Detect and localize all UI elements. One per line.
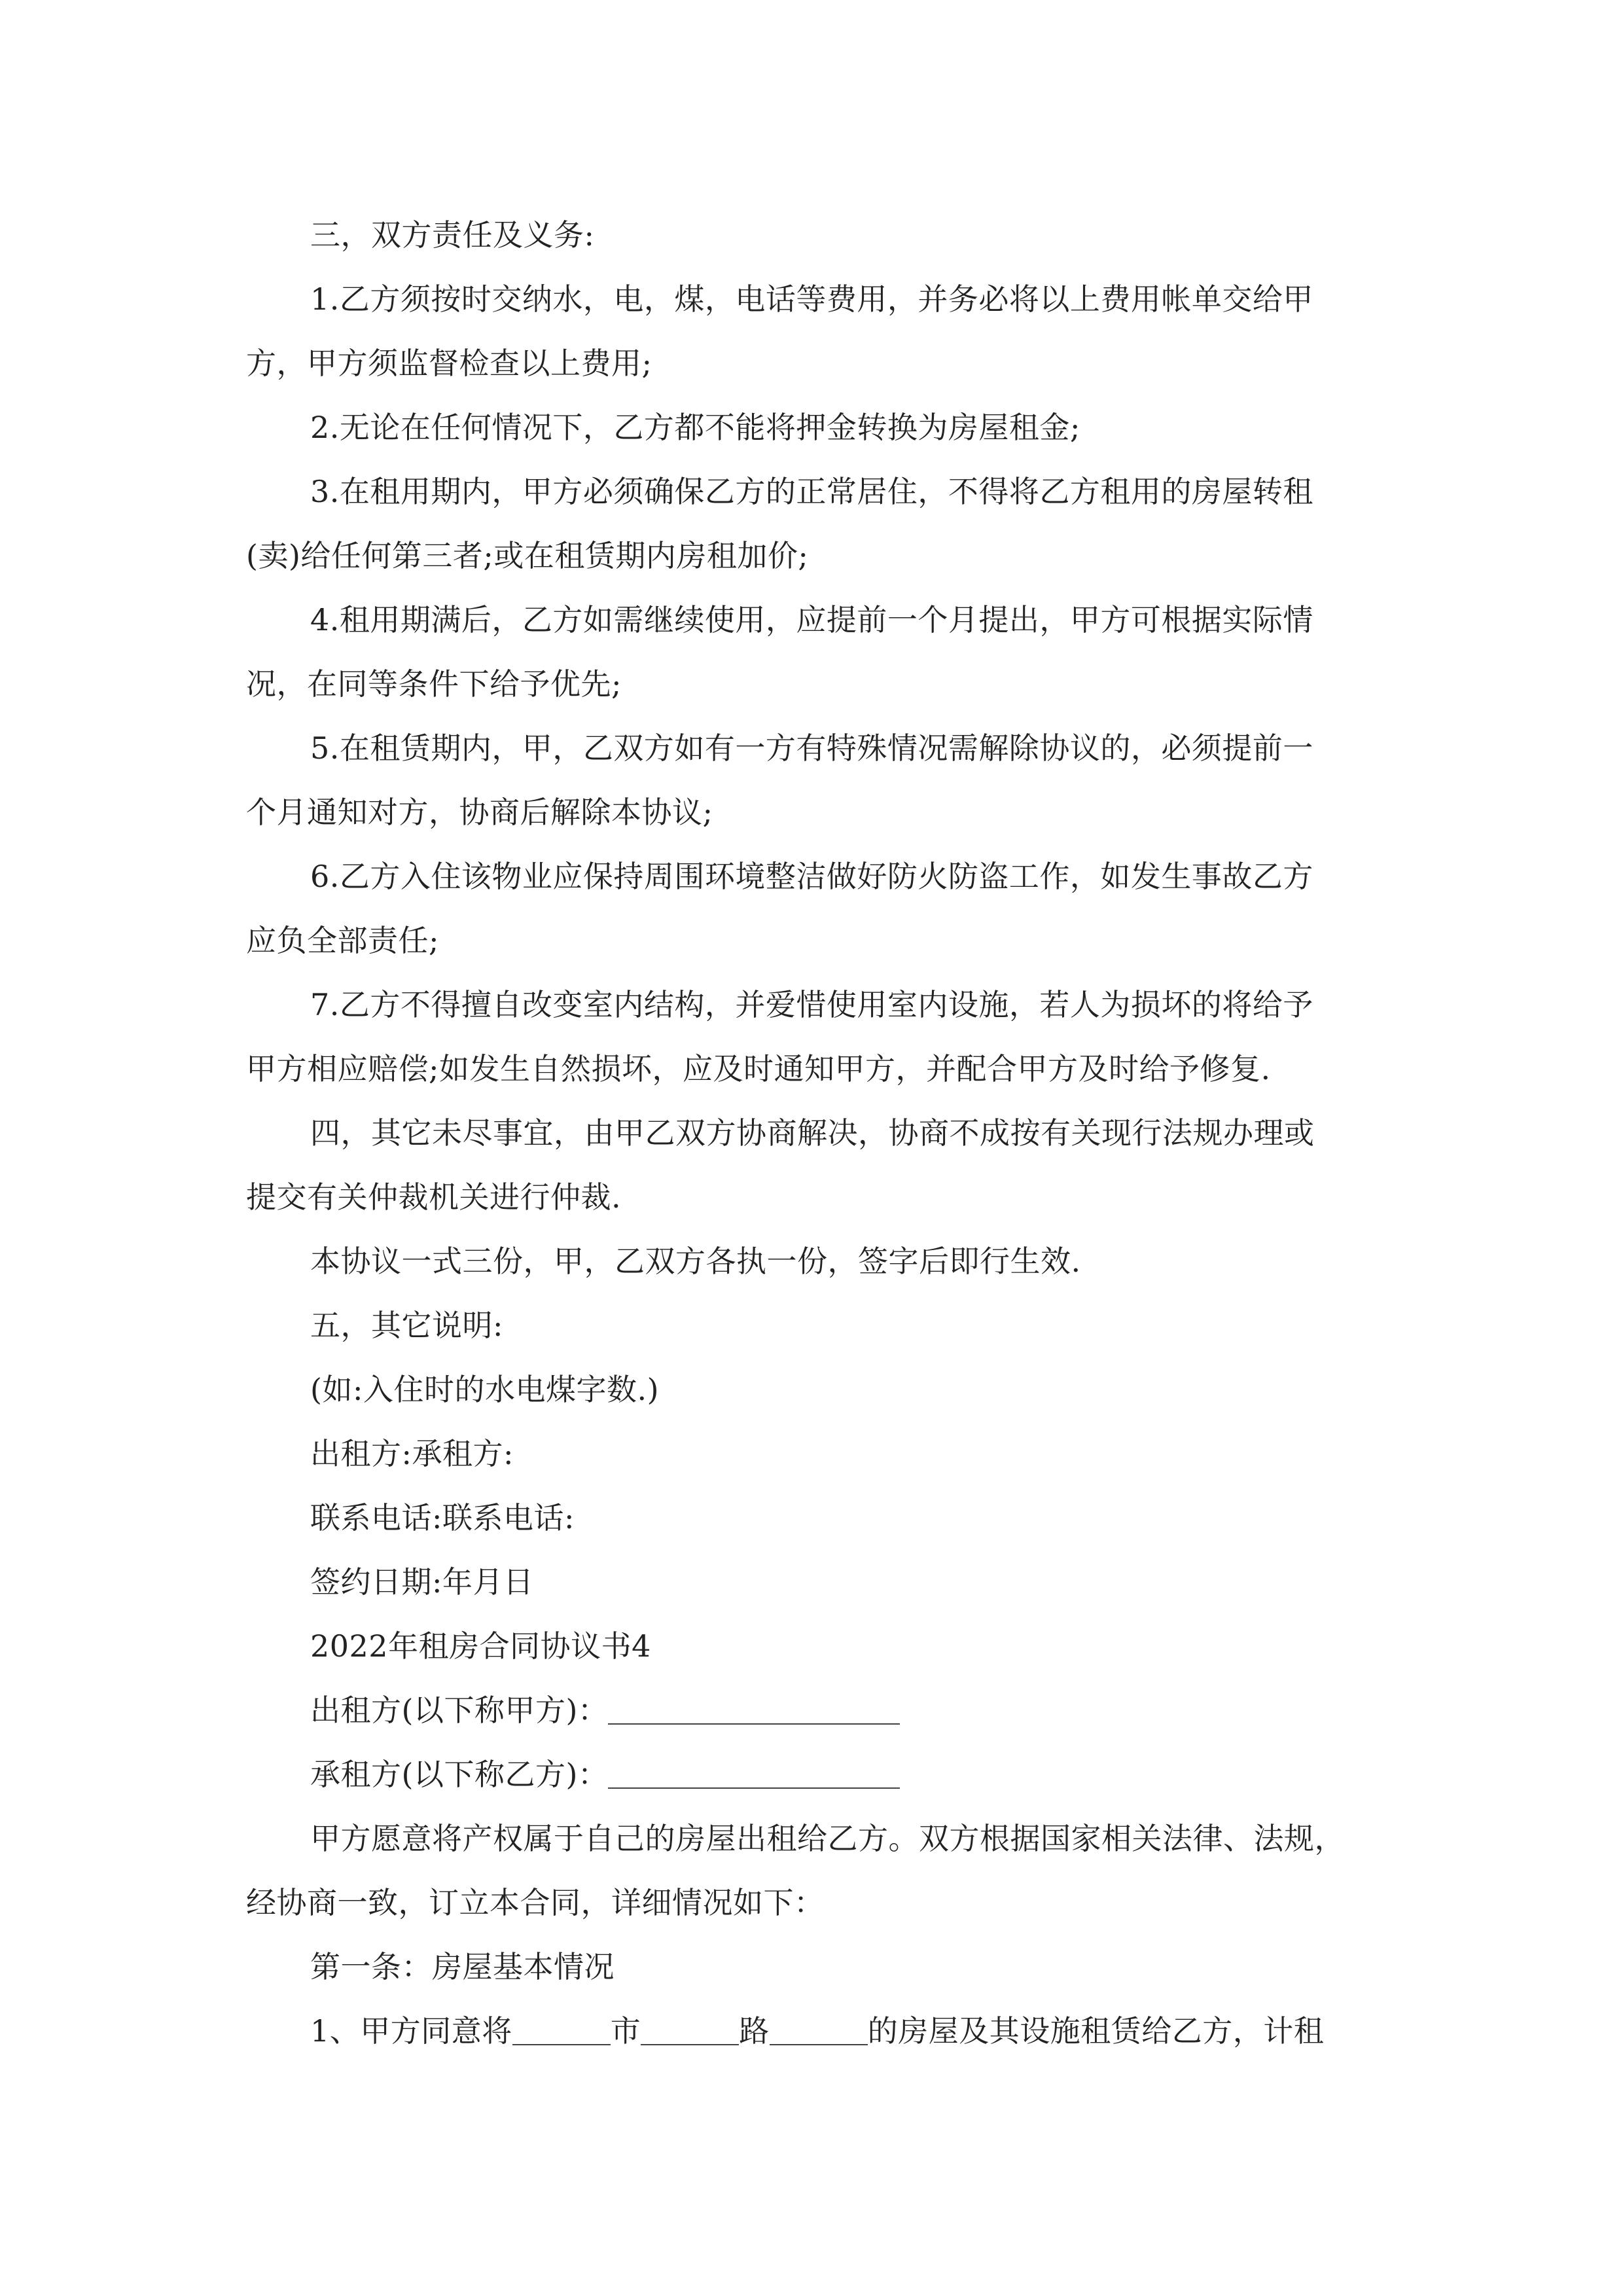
document-line: 四，其它未尽事宜，由甲乙双方协商解决，协商不成按有关现行法规办理或 [310, 1115, 1315, 1151]
document-line: 5.在租赁期内，甲，乙双方如有一方有特殊情况需解除协议的，必须提前一 [310, 730, 1313, 766]
document-line: 6.乙方入住该物业应保持周围环境整洁做好防火防盗工作，如发生事故乙方 [310, 859, 1313, 894]
document-line: 1.乙方须按时交纳水，电，煤，电话等费用，并务必将以上费用帐单交给甲 [310, 281, 1313, 317]
document-line: 况，在同等条件下给予优先; [246, 666, 622, 702]
article-1-item-1 [246, 1999, 1378, 2063]
item-prefix: 1、甲方同意将 [310, 2013, 512, 2049]
item-suffix: 的房屋及其设施租赁给乙方，计租 [867, 2013, 1325, 2049]
document-line: 本协议一式三份，甲，乙双方各执一份，签字后即行生效. [310, 1244, 1081, 1279]
document-line: 2022年租房合同协议书4 [310, 1628, 651, 1664]
document-line: 7.乙方不得擅自改变室内结构，并爱惜使用室内设施，若人为损坏的将给予 [310, 987, 1313, 1022]
intro-line-2: 经协商一致，订立本合同，详细情况如下： [246, 1885, 825, 1920]
city-blank [512, 2018, 611, 2045]
lessee-label: 承租方(以下称乙方)： [310, 1757, 609, 1792]
document-line: 三，双方责任及义务: [310, 217, 595, 253]
document-line: 应负全部责任; [246, 923, 439, 958]
document-body [246, 203, 1378, 2063]
lessor-blank [608, 1697, 900, 1725]
lessor-line [246, 1678, 1378, 1742]
lessor-label: 出租方(以下称甲方)： [310, 1693, 609, 1728]
article-1-title: 第一条：房屋基本情况 [310, 1949, 615, 1984]
document-line: 个月通知对方，协商后解除本协议; [246, 795, 713, 830]
document-line: 3.在租用期内，甲方必须确保乙方的正常居住，不得将乙方租用的房屋转租 [310, 474, 1313, 509]
document-line: 4.租用期满后，乙方如需继续使用，应提前一个月提出，甲方可根据实际情 [310, 602, 1313, 637]
road-label: 路 [739, 2013, 770, 2049]
document-line: 提交有关仲裁机关进行仲裁. [246, 1179, 622, 1215]
lessee-blank [608, 1761, 900, 1789]
document-line: 甲方相应赔偿;如发生自然损坏，应及时通知甲方，并配合甲方及时给予修复. [246, 1051, 1271, 1086]
document-line: (卖)给任何第三者;或在租赁期内房租加价; [246, 538, 809, 573]
lessee-line [246, 1742, 1378, 1806]
city-label: 市 [610, 2013, 641, 2049]
contract-clauses [246, 203, 1378, 1678]
document-line: 五，其它说明: [310, 1308, 503, 1343]
document-line: 联系电话:联系电话: [310, 1500, 575, 1535]
document-line: 2.无论在任何情况下，乙方都不能将押金转换为房屋租金; [310, 410, 1080, 445]
road-blank [641, 2018, 739, 2045]
document-line: (如:入住时的水电煤字数.) [310, 1372, 660, 1407]
document-line: 签约日期:年月日 [310, 1564, 534, 1600]
address-blank [770, 2018, 868, 2045]
intro-line-1: 甲方愿意将产权属于自己的房屋出租给乙方。双方根据国家相关法律、法规， [310, 1821, 1345, 1856]
document-line: 方，甲方须监督检查以上费用; [246, 346, 652, 381]
document-line: 出租方:承租方: [310, 1436, 514, 1471]
